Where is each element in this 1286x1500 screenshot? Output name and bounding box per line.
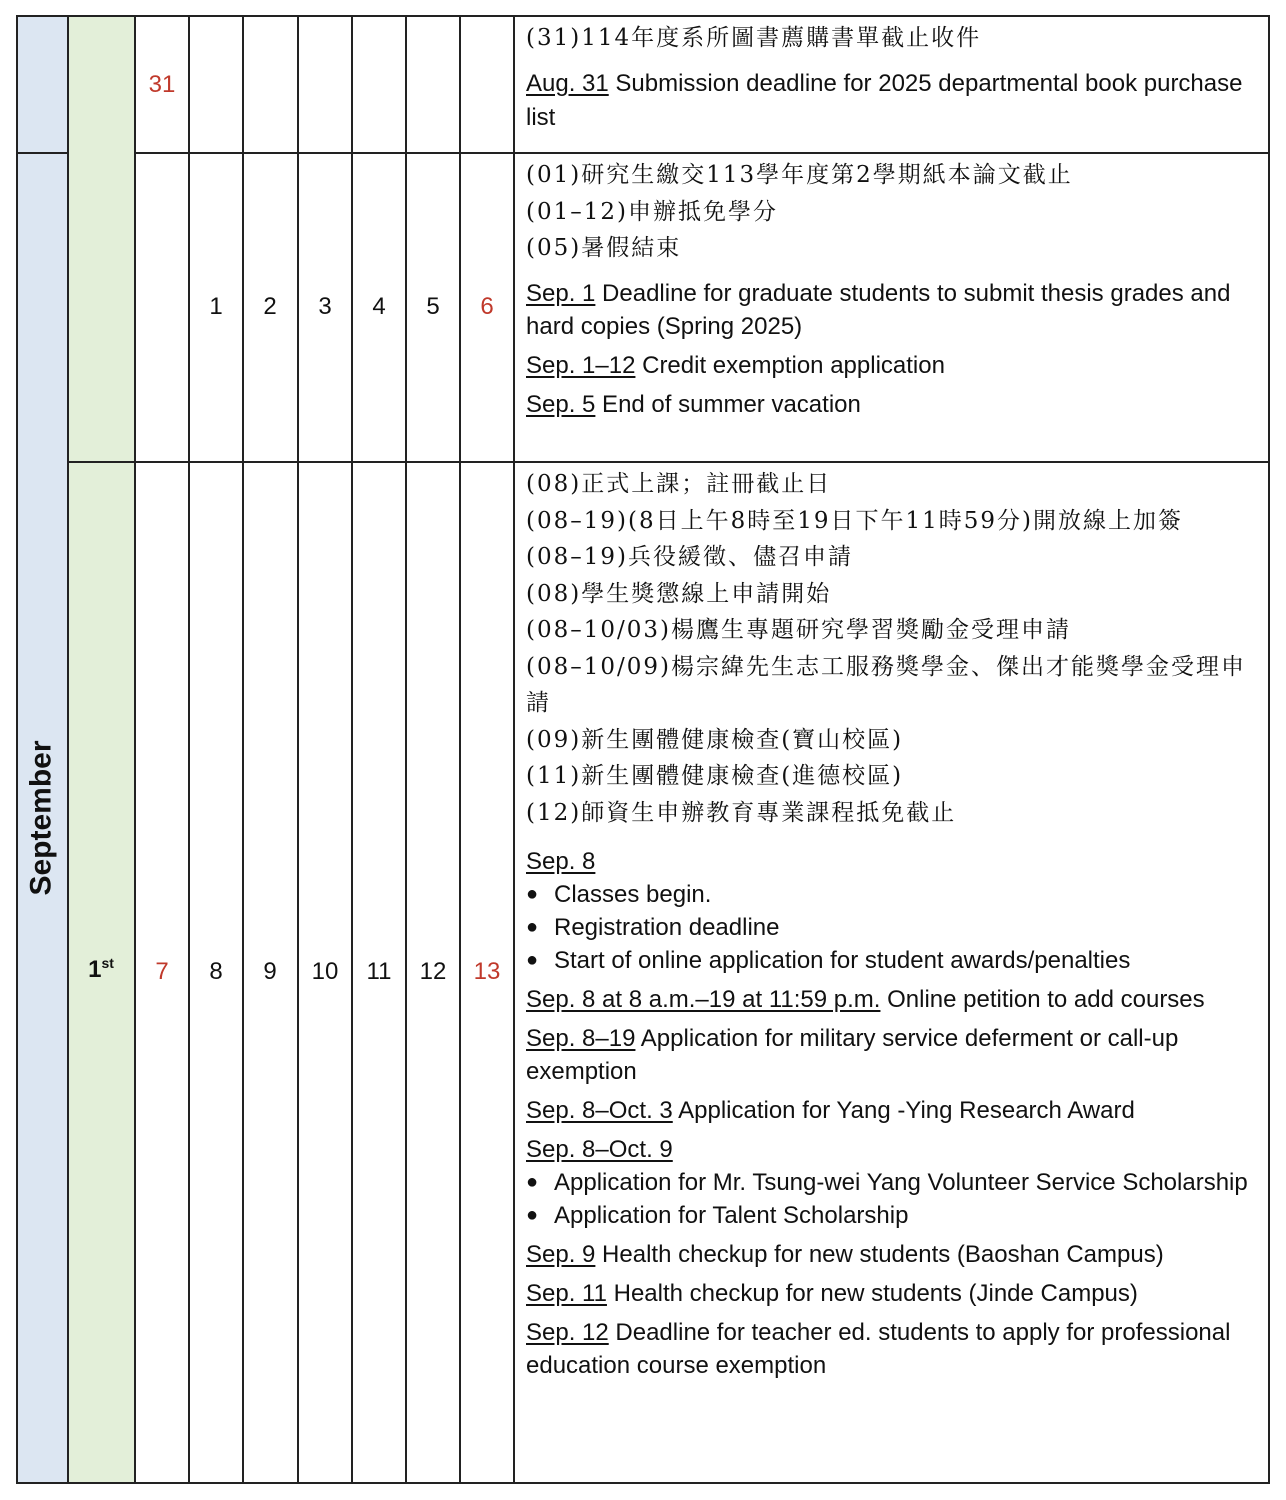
event-zh: (08–10/03)楊鷹生專題研究學習獎勵金受理申請 [526,617,1071,643]
grid-line [134,15,136,1484]
event-en [526,1094,1266,1127]
bullet-text: Start of online application for student awards/penalties [554,947,1131,974]
event-en [526,1133,1266,1166]
event-date: Sep. 8–19 [526,1025,636,1052]
grid-line [351,15,353,1484]
events-cell-row1 [526,20,1266,135]
day-number: 11 [366,958,392,985]
event-text: Online petition to add courses [880,986,1205,1013]
month-cell-august [17,16,68,153]
day-number: 13 [473,958,501,985]
grid-line [1268,15,1270,1484]
day-number: 5 [426,293,440,320]
day-number: 10 [311,958,339,985]
grid-line [242,15,244,1484]
event-en [526,983,1266,1016]
bullet-text: Registration deadline [554,914,780,941]
event-date: Sep. 8 at 8 a.m.–19 at 11:59 p.m. [526,986,881,1013]
event-zh: (08–19)兵役緩徵、儘召申請 [526,544,853,570]
event-en [526,1238,1266,1271]
event-zh: (01)研究生繳交113學年度第2學期紙本論文截止 [526,162,1073,188]
event-zh: (11)新生團體健康檢查(進德校區) [526,763,904,789]
grid-line [513,15,515,1484]
bullet-icon: ● [526,1171,539,1193]
bullet-icon: ● [526,883,539,905]
event-en [526,349,1266,382]
event-zh: (31)114年度系所圖書薦購書單截止收件 [526,25,982,51]
bullet-item [526,1166,1266,1199]
event-date: Sep. 11 [526,1280,607,1307]
grid-line [297,15,299,1484]
events-cell-row3 [526,466,1266,1388]
event-en [526,277,1266,343]
event-en [526,1277,1266,1310]
bullet-item [526,1199,1266,1232]
event-text: Submission deadline for 2025 departmental book purchase list [526,69,1243,131]
day-number: 4 [372,293,386,320]
bullet-item [526,944,1266,977]
day-number: 2 [263,293,277,320]
event-date: Sep. 12 [526,1319,609,1346]
event-en [526,388,1266,421]
week-cell-prev [68,16,135,462]
grid-line [67,461,1270,463]
event-date: Sep. 8 [526,848,596,875]
event-date: Sep. 1 [526,279,596,307]
event-text: Credit exemption application [635,351,945,379]
event-date: Aug. 31 [526,69,609,97]
grid-line [459,15,461,1484]
event-text: Health checkup for new students (Jinde Campus) [606,1280,1138,1307]
event-en-list [526,277,1266,421]
day-number: 9 [263,958,277,985]
event-text: Deadline for teacher ed. students to apply for professional education course exemption [526,1319,1231,1379]
month-label [18,153,66,1483]
event-en [526,845,1266,878]
bullet-icon: ● [526,916,539,938]
bullet-icon: ● [526,949,539,971]
event-en [526,1022,1266,1088]
event-text: Application for military service deferment or call-up exemption [526,1025,1179,1085]
event-date: Sep. 9 [526,1241,596,1268]
event-zh: (08)正式上課；註冊截止日 [526,471,832,497]
grid-line [405,15,407,1484]
day-number: 1 [209,293,223,320]
event-text: End of summer vacation [595,390,861,418]
bullet-text: Application for Talent Scholarship [554,1202,909,1229]
event-en-list [526,845,1266,1382]
event-date: Sep. 8–Oct. 9 [526,1136,673,1163]
grid-line [16,15,1270,17]
week-label: 1st [88,955,114,983]
grid-line [134,152,1270,154]
event-zh: (08–10/09)楊宗緯先生志工服務獎學金、傑出才能獎學金受理申請 [526,653,1246,716]
event-zh: (01–12)申辦抵免學分 [526,198,778,225]
grid-line [188,15,190,1484]
day-number: 3 [318,293,332,320]
event-zh: (09)新生團體健康檢查(寶山校區) [526,726,904,753]
day-number: 8 [209,958,223,985]
day-number: 12 [419,958,447,985]
event-text: Application for Yang -Ying Research Award [672,1097,1135,1124]
bullet-text: Classes begin. [554,881,712,908]
month-label-text: September [25,740,58,896]
event-en [526,67,1266,135]
event-en [526,1316,1266,1382]
event-zh: (12)師資生申辦教育專業課程抵免截止 [526,799,957,826]
event-zh: (08–19)(8日上午8時至19日下午11時59分)開放線上加簽 [526,507,1183,534]
day-number: 31 [148,71,176,98]
events-cell-row2 [526,157,1266,427]
grid-line [16,1482,1270,1484]
event-zh: (08)學生獎懲線上申請開始 [526,580,832,607]
event-date: Sep. 5 [526,390,596,418]
bullet-item [526,911,1266,944]
bullet-icon: ● [526,1204,539,1226]
event-date: Sep. 1–12 [526,351,636,379]
day-number: 7 [155,958,169,985]
event-zh: (05)暑假結束 [526,235,682,261]
event-text: Health checkup for new students (Baoshan Campus) [595,1241,1164,1268]
event-text: Deadline for graduate students to submit thesis grades and hard copies (Spring 2025) [526,279,1231,340]
grid-line [67,15,69,1484]
bullet-text: Application for Mr. Tsung-wei Yang Volunteer Service Scholarship [554,1169,1248,1196]
day-number: 6 [480,293,494,320]
event-date: Sep. 8–Oct. 3 [526,1097,673,1124]
bullet-item [526,878,1266,911]
